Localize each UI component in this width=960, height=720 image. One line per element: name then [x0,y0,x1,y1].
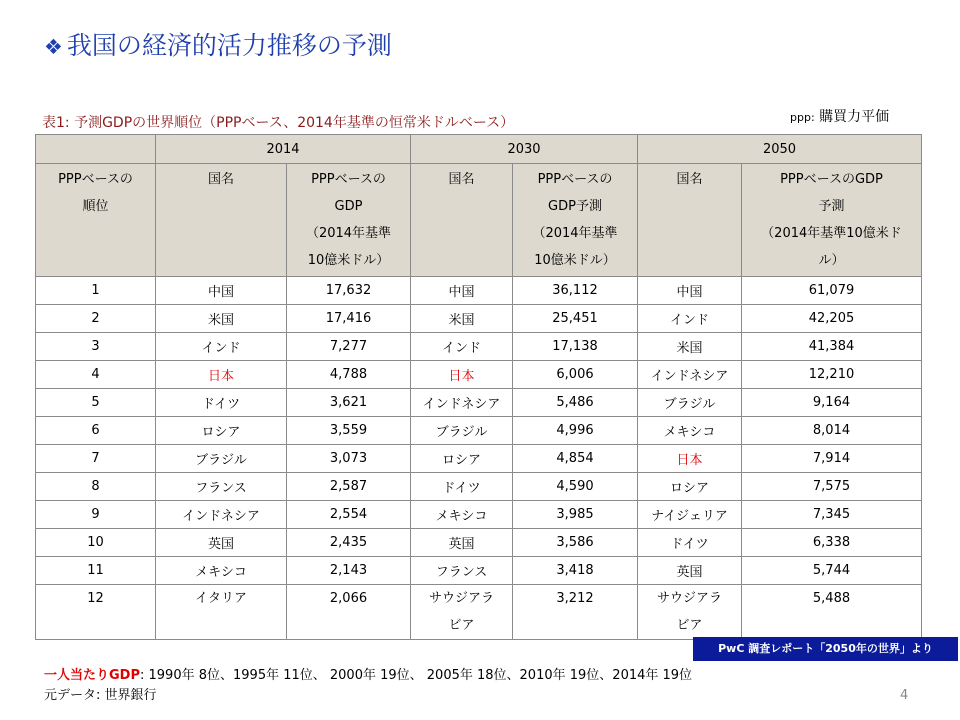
gdp-cell: 7,914 [742,445,922,473]
country-cell: ロシア [156,417,287,445]
table-row [36,277,922,305]
gdp-cell: 17,416 [287,305,411,333]
source-box: PwC 調査レポート「2050年の世界」より [693,637,958,661]
gdp-cell: 3,586 [513,529,638,557]
table-row [36,585,922,640]
year-header-2050: 2050 [638,135,922,164]
country-cell: インド [411,333,513,361]
gdp-cell: 17,632 [287,277,411,305]
gdp-cell: 17,138 [513,333,638,361]
gdp-cell: 6,338 [742,529,922,557]
gdp-cell: 41,384 [742,333,922,361]
country-cell: ロシア [638,473,742,501]
gdp-cell: 8,014 [742,417,922,445]
gdp-cell: 2,435 [287,529,411,557]
table-row [36,305,922,333]
country-cell: ドイツ [638,529,742,557]
country-cell: メキシコ [156,557,287,585]
gdp-header-2030: PPPベースの GDP予測 （2014年基準 10億米ドル） [513,164,638,277]
ppp-note-abbr: ppp: [790,111,815,124]
year-header-2030: 2030 [411,135,638,164]
gdp-cell: 3,559 [287,417,411,445]
page-number: 4 [900,688,909,703]
country-cell: ブラジル [411,417,513,445]
gdp-cell: 2,143 [287,557,411,585]
gdp-cell: 3,985 [513,501,638,529]
rank-cell: 7 [36,445,156,473]
gdp-ranking-table [35,134,922,640]
gdp-cell: 61,079 [742,277,922,305]
gdp-cell: 4,590 [513,473,638,501]
ppp-note [790,106,889,126]
gdp-cell: 5,486 [513,389,638,417]
gdp-cell: 7,277 [287,333,411,361]
rank-cell: 11 [36,557,156,585]
rank-cell: 1 [36,277,156,305]
gdp-cell: 5,488 [742,585,922,640]
country-cell: ナイジェリア [638,501,742,529]
rank-header: PPPベースの 順位 [36,164,156,277]
country-cell: インドネシア [411,389,513,417]
country-cell: 日本 [411,361,513,389]
gdp-cell: 25,451 [513,305,638,333]
gdp-cell: 2,554 [287,501,411,529]
rank-cell: 2 [36,305,156,333]
gdp-cell: 12,210 [742,361,922,389]
country-cell: フランス [411,557,513,585]
rank-cell: 5 [36,389,156,417]
column-header-row [36,164,922,277]
per-capita-label: 一人当たりGDP [44,668,140,683]
table-row [36,473,922,501]
country-cell: 中国 [638,277,742,305]
country-cell: 米国 [638,333,742,361]
table-row [36,361,922,389]
year-header-row [36,135,922,164]
country-cell: ドイツ [411,473,513,501]
country-cell: インド [638,305,742,333]
rank-cell: 4 [36,361,156,389]
gdp-cell: 3,418 [513,557,638,585]
country-header-2050: 国名 [638,164,742,277]
gdp-cell: 2,587 [287,473,411,501]
gdp-cell: 42,205 [742,305,922,333]
rank-cell: 3 [36,333,156,361]
diamond-bullet-icon: ❖ [44,35,63,59]
gdp-cell: 3,621 [287,389,411,417]
table-row [36,333,922,361]
country-cell: ロシア [411,445,513,473]
table-row [36,389,922,417]
table-row [36,445,922,473]
per-capita-footnote [44,664,692,683]
year-header-2014: 2014 [156,135,411,164]
gdp-cell: 36,112 [513,277,638,305]
table-row [36,501,922,529]
country-cell: インドネシア [638,361,742,389]
country-cell: インド [156,333,287,361]
gdp-header-2014: PPPベースの GDP （2014年基準 10億米ドル） [287,164,411,277]
country-cell: ブラジル [156,445,287,473]
gdp-header-2050: PPPベースのGDP 予測 （2014年基準10億米ド ル） [742,164,922,277]
country-cell: 米国 [156,305,287,333]
slide-title-text: 我国の経済的活力推移の予測 [66,31,392,60]
country-cell: 中国 [411,277,513,305]
country-cell: ドイツ [156,389,287,417]
country-cell: フランス [156,473,287,501]
country-cell: インドネシア [156,501,287,529]
gdp-cell: 4,854 [513,445,638,473]
rank-cell: 9 [36,501,156,529]
data-source-footnote: 元データ: 世界銀行 [44,688,157,703]
gdp-cell: 6,006 [513,361,638,389]
gdp-cell: 2,066 [287,585,411,640]
rank-cell: 12 [36,585,156,640]
gdp-cell: 3,212 [513,585,638,640]
rank-cell: 6 [36,417,156,445]
country-cell: 英国 [638,557,742,585]
slide-title [44,26,392,62]
gdp-cell: 4,788 [287,361,411,389]
country-cell: ブラジル [638,389,742,417]
gdp-cell: 3,073 [287,445,411,473]
country-cell: サウジアラ ビア [638,585,742,640]
country-cell: 英国 [411,529,513,557]
table-caption: 表1: 予測GDPの世界順位（PPPベース、2014年基準の恒常米ドルベース） [42,115,515,131]
per-capita-text: : 1990年 8位、1995年 11位、 2000年 19位、 2005年 18位、2010年 19位、2014年 19位 [140,668,693,683]
gdp-cell: 5,744 [742,557,922,585]
country-cell: 日本 [638,445,742,473]
country-cell: メキシコ [638,417,742,445]
gdp-table-body [36,277,922,640]
country-cell: イタリア [156,585,287,640]
country-header-2030: 国名 [411,164,513,277]
table-row [36,417,922,445]
gdp-cell: 7,345 [742,501,922,529]
country-cell: サウジアラ ビア [411,585,513,640]
ppp-note-text: 購買力平価 [814,109,890,125]
country-cell: 英国 [156,529,287,557]
country-header-2014: 国名 [156,164,287,277]
table-row [36,557,922,585]
gdp-cell: 9,164 [742,389,922,417]
country-cell: 中国 [156,277,287,305]
rank-cell: 8 [36,473,156,501]
country-cell: メキシコ [411,501,513,529]
country-cell: 米国 [411,305,513,333]
table-row [36,529,922,557]
country-cell: 日本 [156,361,287,389]
empty-header-cell [36,135,156,164]
gdp-cell: 4,996 [513,417,638,445]
rank-cell: 10 [36,529,156,557]
gdp-cell: 7,575 [742,473,922,501]
